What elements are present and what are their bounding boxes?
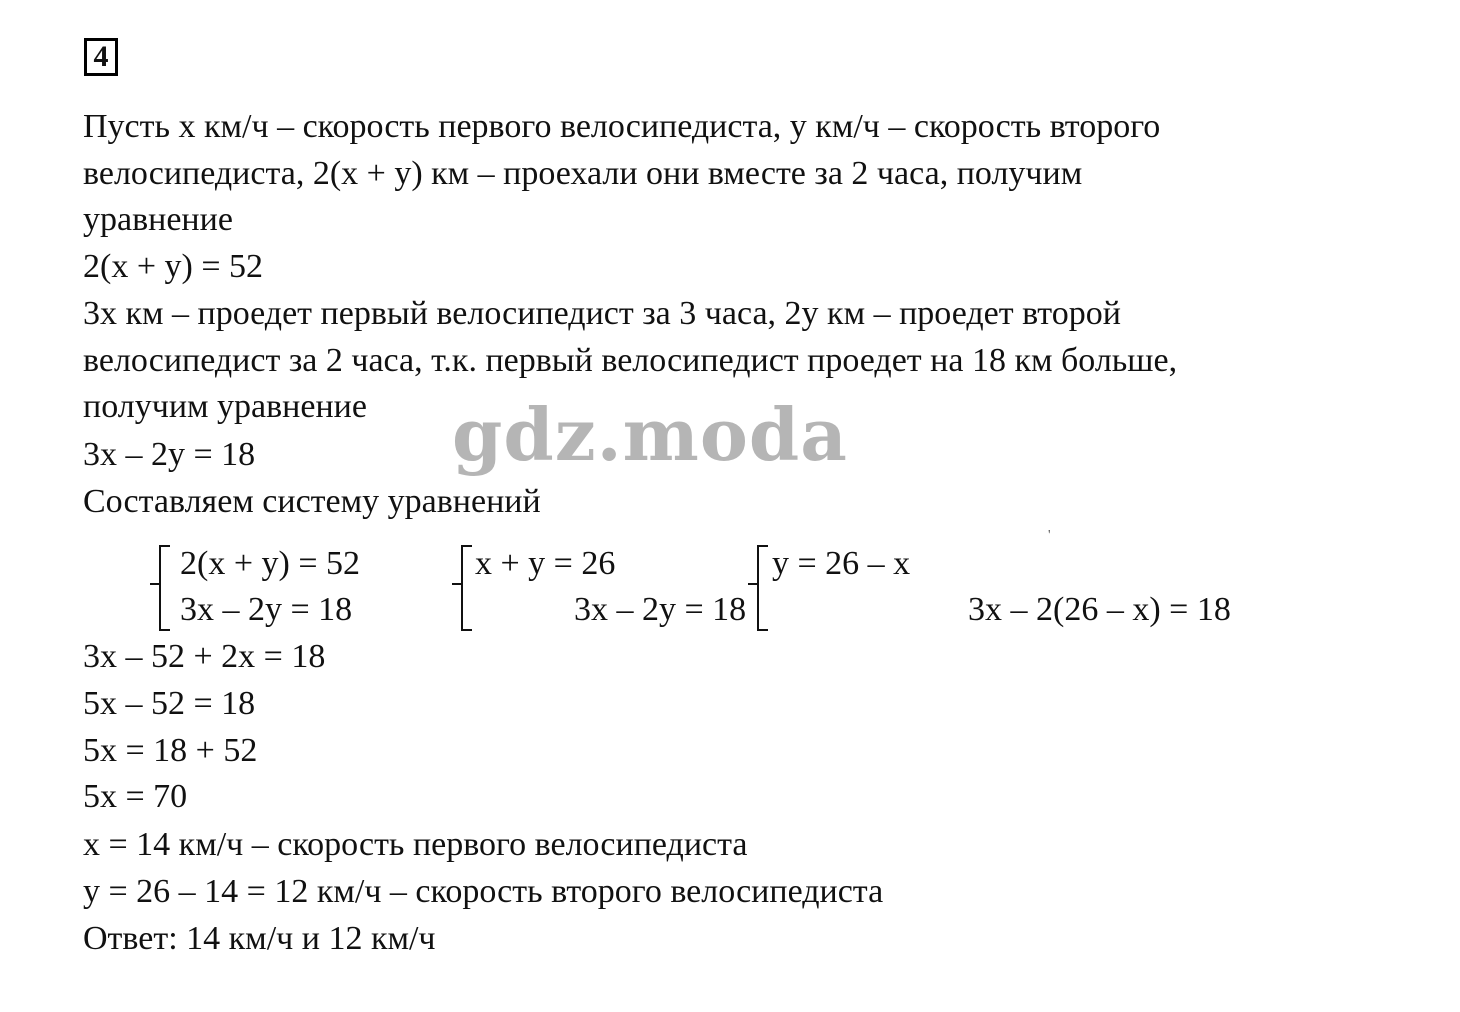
text-line-3: уравнение bbox=[83, 201, 233, 238]
brace-icon bbox=[146, 544, 176, 634]
solution-line-1: 3x – 52 + 2x = 18 bbox=[83, 638, 326, 675]
text-line-6: получим уравнение bbox=[83, 388, 367, 425]
solution-line-3: 5x = 18 + 52 bbox=[83, 732, 258, 769]
text-line-5: велосипедист за 2 часа, т.к. первый велосипедист проедет на 18 км больше, bbox=[83, 342, 1178, 379]
equation-line-1: 2(x + y) = 52 bbox=[83, 248, 263, 285]
solution-line-5: x = 14 км/ч – скорость первого велосипедиста bbox=[83, 826, 748, 863]
brace-icon bbox=[744, 544, 774, 634]
system-1-eq-2: 3x – 2y = 18 bbox=[180, 591, 353, 628]
system-2-eq-1: x + y = 26 bbox=[475, 545, 616, 582]
watermark-logo: gdz.moda bbox=[452, 392, 848, 477]
task-number: 4 bbox=[84, 38, 118, 76]
system-1-eq-1: 2(x + y) = 52 bbox=[180, 545, 360, 582]
brace-icon bbox=[448, 544, 478, 634]
answer-line: Ответ: 14 км/ч и 12 км/ч bbox=[83, 920, 436, 957]
system-2-eq-2: 3x – 2y = 18 bbox=[574, 591, 747, 628]
system-3-eq-1: y = 26 – x bbox=[772, 545, 911, 582]
equation-line-2: 3x – 2y = 18 bbox=[83, 436, 256, 473]
solution-line-4: 5x = 70 bbox=[83, 778, 188, 815]
text-line-1: Пусть x км/ч – скорость первого велосипедиста, y км/ч – скорость второго bbox=[83, 108, 1161, 145]
solution-line-2: 5x – 52 = 18 bbox=[83, 685, 256, 722]
substitution-equation: 3x – 2(26 – x) = 18 bbox=[968, 591, 1231, 628]
text-line-7: Составляем систему уравнений bbox=[83, 483, 541, 520]
text-line-4: 3x км – проедет первый велосипедист за 3 часа, 2y км – проедет второй bbox=[83, 295, 1121, 332]
stray-mark: ' bbox=[1048, 528, 1051, 543]
solution-line-6: y = 26 – 14 = 12 км/ч – скорость второго велосипедиста bbox=[83, 873, 884, 910]
text-line-2: велосипедиста, 2(x + y) км – проехали они вместе за 2 часа, получим bbox=[83, 155, 1083, 192]
